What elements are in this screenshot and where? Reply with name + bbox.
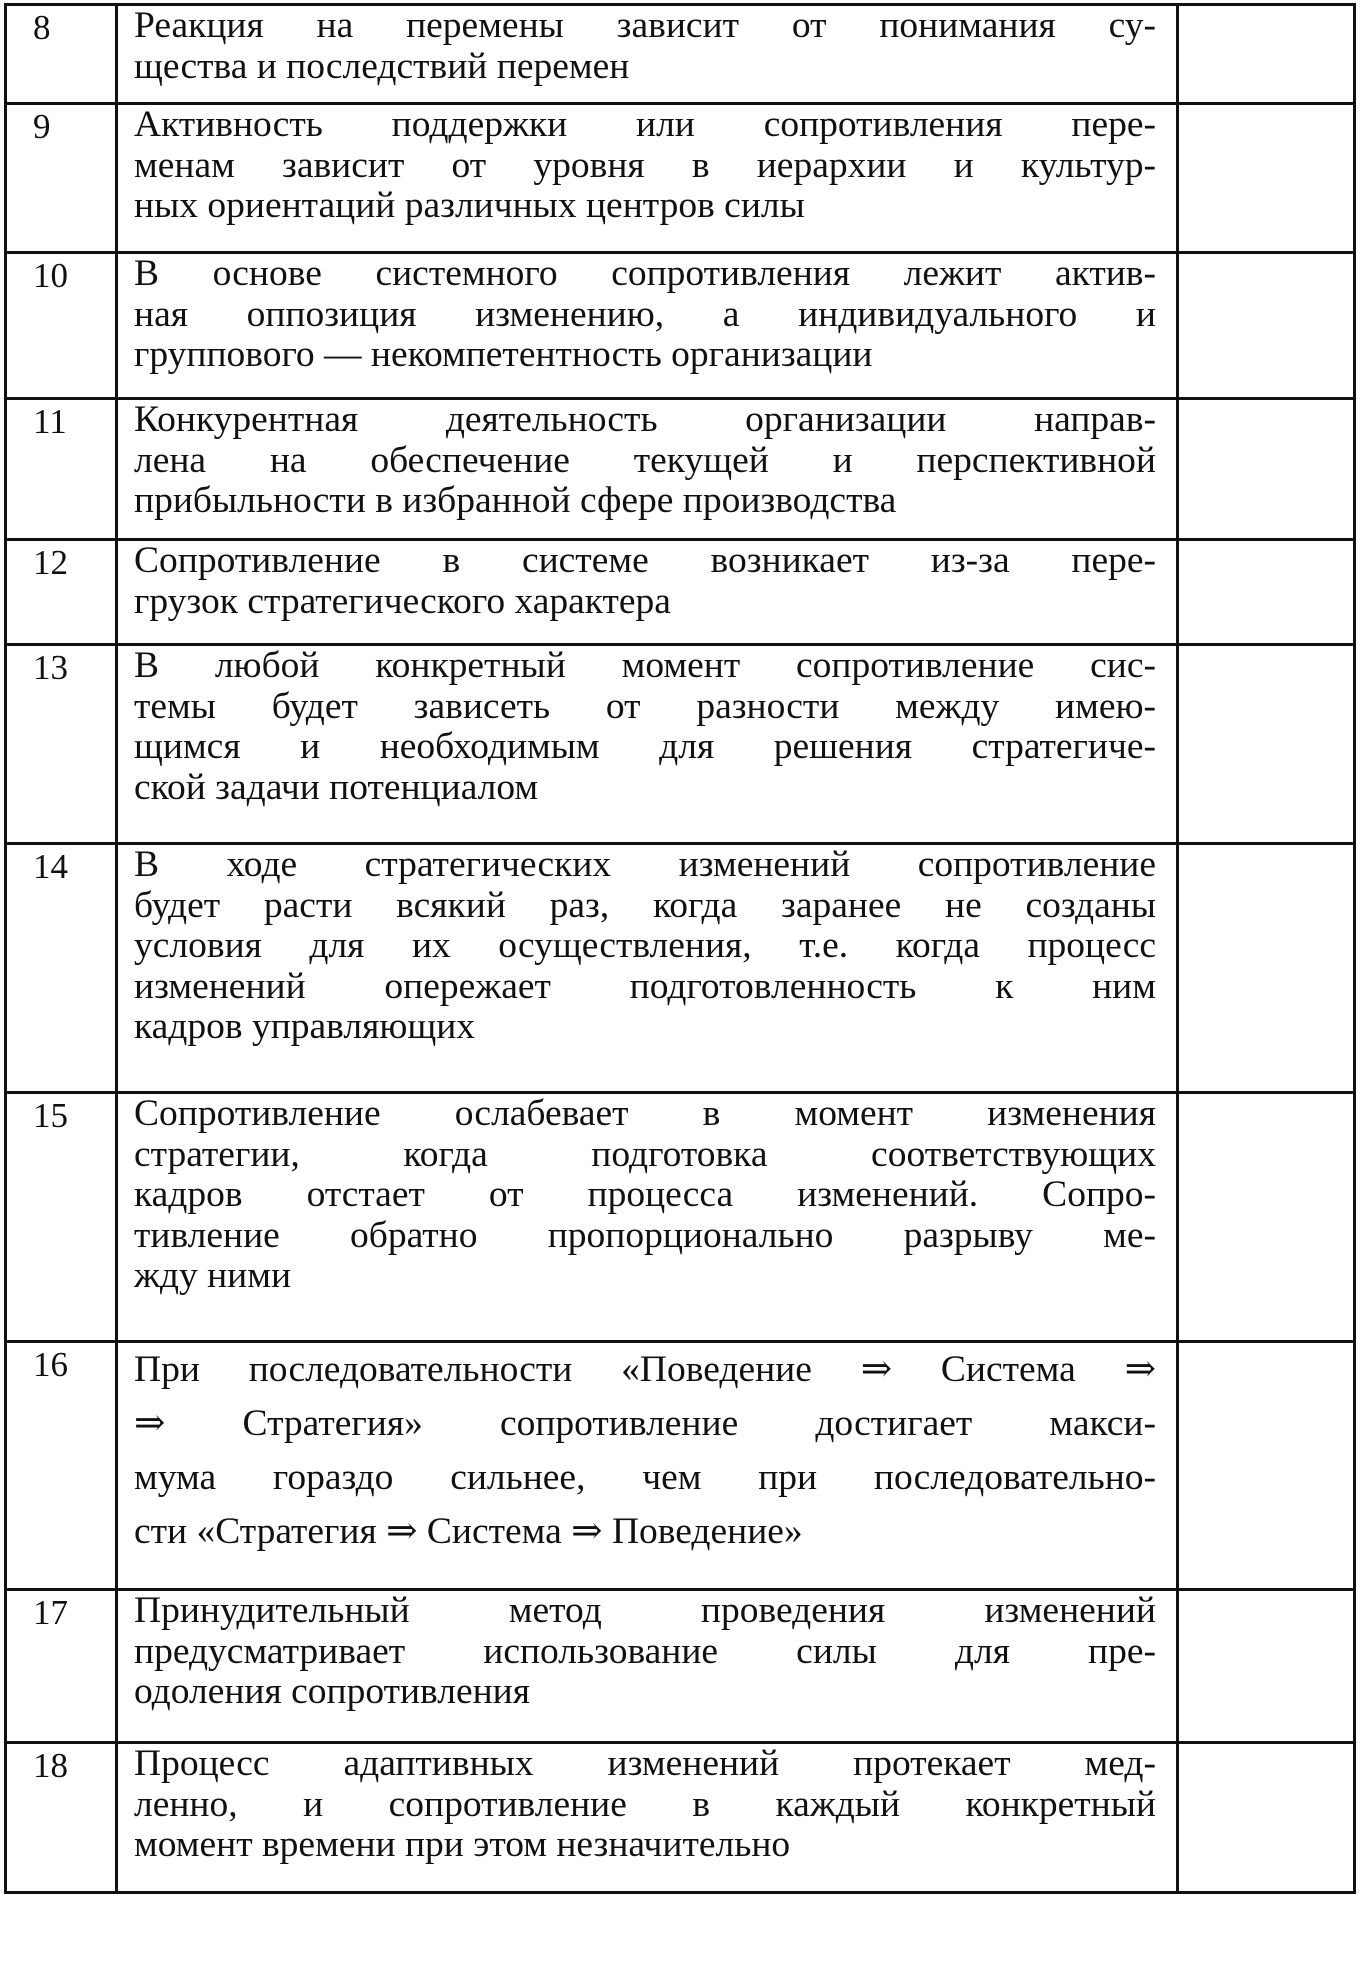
answer-cell[interactable] — [1178, 5, 1355, 104]
statement-line: Сопротивление ослабевает в момент изменения — [134, 1093, 1156, 1134]
table-row — [6, 1342, 1355, 1590]
answer-cell[interactable] — [1178, 104, 1355, 253]
row-number: 9 — [6, 104, 117, 253]
table-row — [6, 540, 1355, 645]
statement-cell — [117, 844, 1178, 1093]
statement-cell — [117, 104, 1178, 253]
statement-line: ных ориентаций различных центров силы — [134, 185, 805, 226]
statement-cell — [117, 5, 1178, 104]
table-row — [6, 844, 1355, 1093]
statement-line: щества и последствий перемен — [134, 45, 630, 87]
statement-line: В основе системного сопротивления лежит актив- — [134, 253, 1156, 294]
row-number: 16 — [6, 1342, 117, 1590]
answer-cell[interactable] — [1178, 1342, 1355, 1590]
statement-line: стратегии, когда подготовка соответствующих — [134, 1133, 1156, 1175]
row-number: 17 — [6, 1590, 117, 1743]
answer-cell[interactable] — [1178, 844, 1355, 1093]
statement-line: В ходе стратегических изменений сопротивление — [134, 844, 1156, 885]
answer-cell[interactable] — [1178, 645, 1355, 844]
statement-cell — [117, 1590, 1178, 1743]
statement-cell — [117, 399, 1178, 540]
statements-table — [4, 3, 1356, 1894]
statement-line: сти «Стратегия ⇒ Система ⇒ Поведение» — [134, 1511, 803, 1552]
statement-line: щимся и необходимым для решения стратегиче- — [134, 726, 1156, 767]
statement-line: лена на обеспечение текущей и перспективной — [134, 439, 1156, 481]
answer-cell[interactable] — [1178, 1093, 1355, 1342]
answer-cell[interactable] — [1178, 1743, 1355, 1893]
row-number: 8 — [6, 5, 117, 104]
table-row — [6, 253, 1355, 399]
table-row — [6, 1093, 1355, 1342]
row-number: 14 — [6, 844, 117, 1093]
row-number: 13 — [6, 645, 117, 844]
statement-line: менам зависит от уровня в иерархии и культур- — [134, 144, 1156, 186]
statement-cell — [117, 1342, 1178, 1590]
statement-cell — [117, 1093, 1178, 1342]
row-number: 18 — [6, 1743, 117, 1893]
statement-line: условия для их осуществления, т.е. когда процесс — [134, 925, 1156, 966]
statement-cell — [117, 253, 1178, 399]
statement-line: одоления сопротивления — [134, 1671, 531, 1712]
table-body — [6, 5, 1355, 1893]
statement-line: момент времени при этом незначительно — [134, 1824, 791, 1865]
answer-cell[interactable] — [1178, 1590, 1355, 1743]
table-row — [6, 399, 1355, 540]
statement-line: ная оппозиция изменению, а индивидуального и — [134, 293, 1156, 335]
answer-cell[interactable] — [1178, 399, 1355, 540]
statement-line: Активность поддержки или сопротивления пере- — [134, 104, 1156, 145]
statement-line: ⇒ Стратегия» сопротивление достигает макси- — [134, 1403, 1156, 1444]
statement-line: изменений опережает подготовленность к ним — [134, 965, 1156, 1007]
statement-cell — [117, 645, 1178, 844]
statement-line: Принудительный метод проведения изменений — [134, 1590, 1156, 1631]
statement-line: В любой конкретный момент сопротивление сис- — [134, 645, 1156, 686]
statement-line: При последовательности «Поведение ⇒ Система ⇒ — [134, 1349, 1156, 1390]
table-row — [6, 1743, 1355, 1893]
answer-cell[interactable] — [1178, 540, 1355, 645]
statement-line: грузок стратегического характера — [134, 580, 671, 622]
row-number: 10 — [6, 253, 117, 399]
statement-line: мума гораздо сильнее, чем при последовательно- — [134, 1457, 1156, 1498]
statement-line: Конкурентная деятельность организации направ- — [134, 399, 1156, 440]
row-number: 12 — [6, 540, 117, 645]
statement-line: будет расти всякий раз, когда заранее не созданы — [134, 884, 1156, 926]
table-row — [6, 1590, 1355, 1743]
statement-line: Реакция на перемены зависит от понимания су- — [134, 5, 1156, 46]
statement-line: предусматривает использование силы для пре- — [134, 1630, 1156, 1672]
statement-line: кадров управляющих — [134, 1006, 476, 1047]
answer-cell[interactable] — [1178, 253, 1355, 399]
statement-cell — [117, 1743, 1178, 1893]
statement-line: Сопротивление в системе возникает из-за пере- — [134, 540, 1156, 581]
statement-line: жду ними — [134, 1255, 292, 1296]
table-row — [6, 5, 1355, 104]
statement-line: темы будет зависеть от разности между имею- — [134, 685, 1156, 727]
statement-line: группового — некомпетентность организации — [134, 334, 873, 375]
table-row — [6, 645, 1355, 844]
table-row — [6, 104, 1355, 253]
statement-line: прибыльности в избранной сфере производства — [134, 480, 897, 521]
statement-line: ленно, и сопротивление в каждый конкретный — [134, 1783, 1156, 1825]
statement-line: Процесс адаптивных изменений протекает мед- — [134, 1743, 1156, 1784]
statement-cell — [117, 540, 1178, 645]
row-number: 11 — [6, 399, 117, 540]
row-number: 15 — [6, 1093, 117, 1342]
statement-line: ской задачи потенциалом — [134, 766, 539, 808]
statement-line: тивление обратно пропорционально разрыву ме- — [134, 1214, 1156, 1256]
statement-line: кадров отстает от процесса изменений. Сопро- — [134, 1174, 1156, 1215]
